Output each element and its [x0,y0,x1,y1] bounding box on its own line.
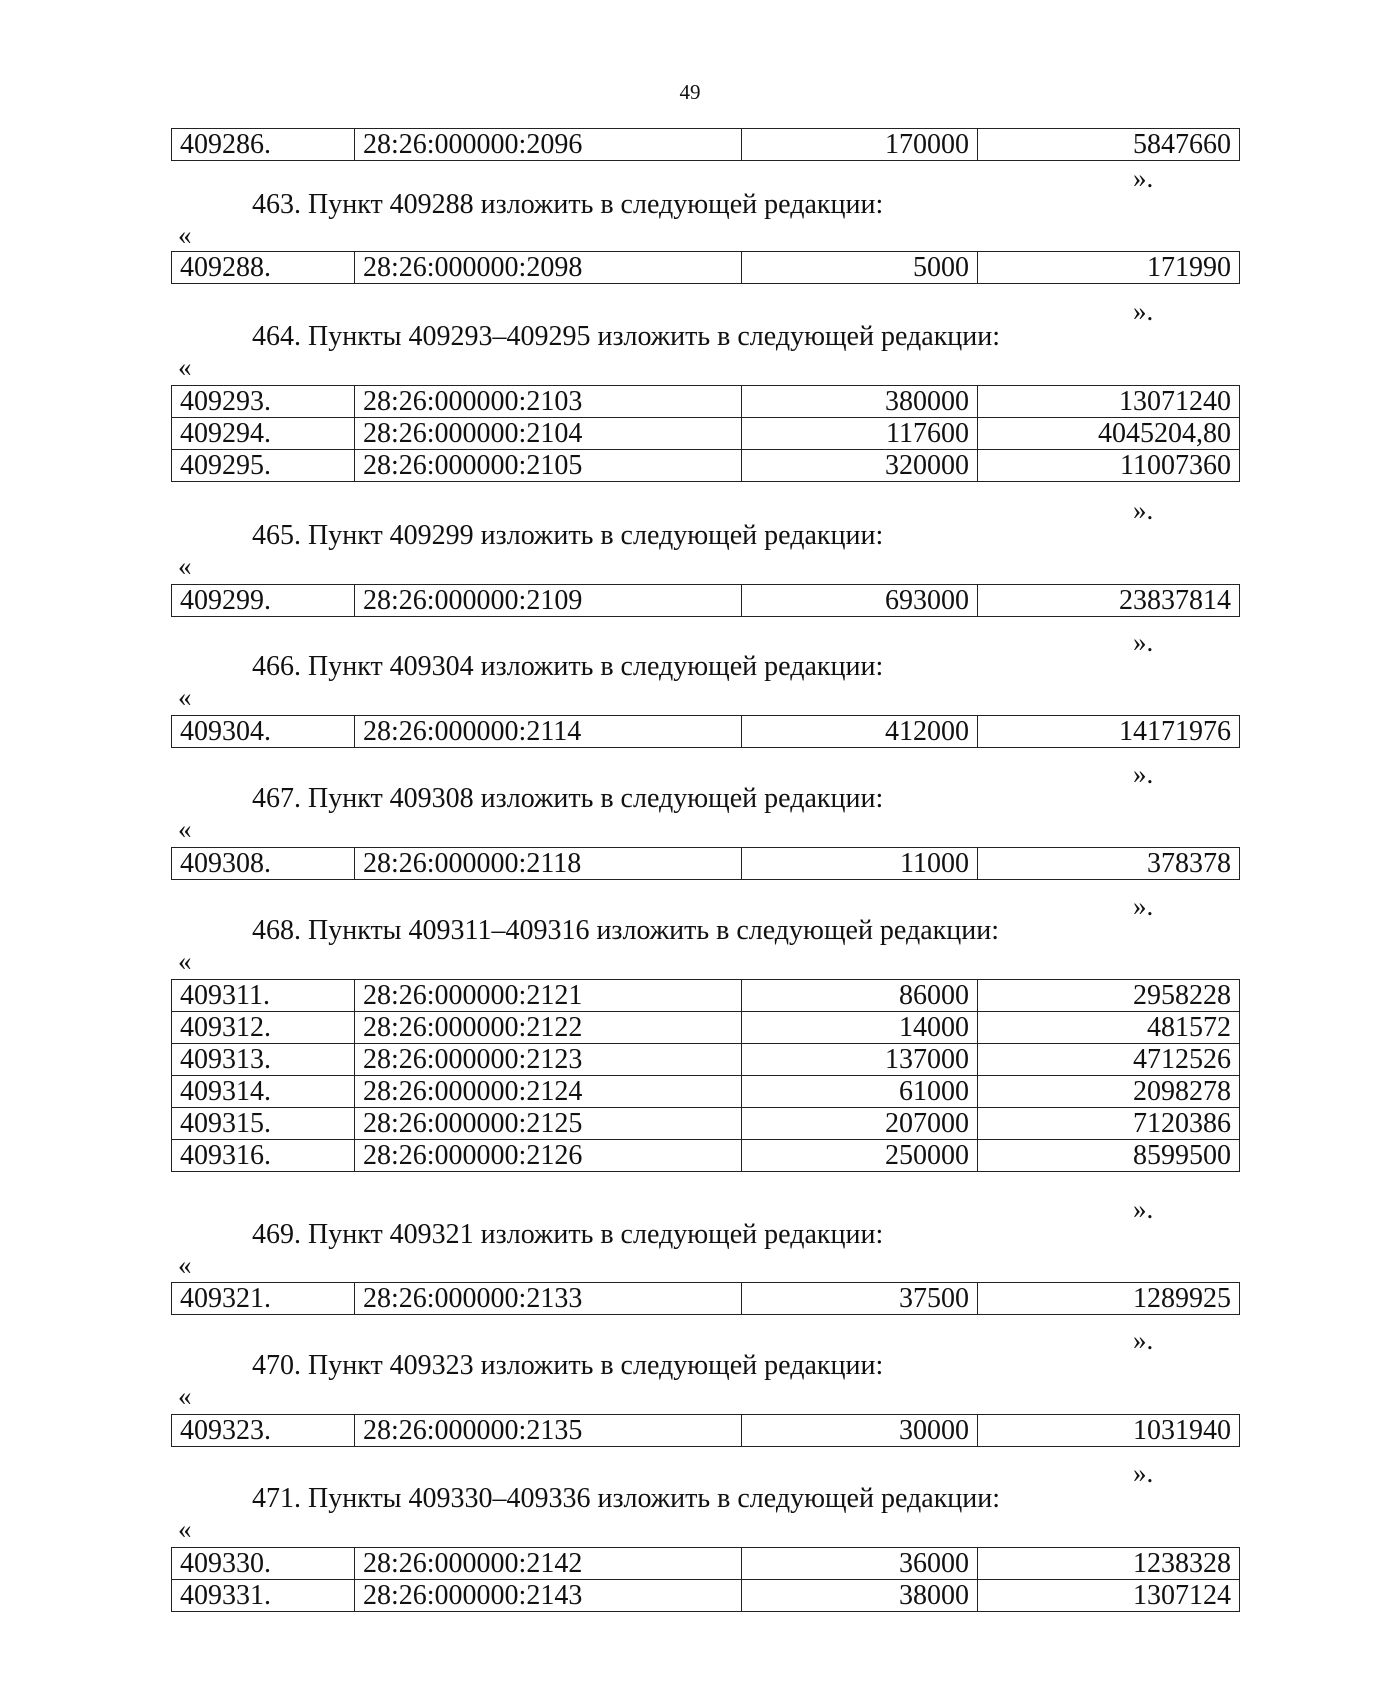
row-number: 409321. [172,1283,355,1315]
area-value: 61000 [742,1076,978,1108]
cost-value: 8599500 [978,1140,1240,1172]
area-value: 14000 [742,1012,978,1044]
opening-quote: « [178,814,192,844]
cost-value: 171990 [978,252,1240,284]
cadastral-number: 28:26:000000:2105 [355,450,742,482]
section-table [171,979,1240,1172]
table-row [172,386,1240,418]
cost-value: 4045204,80 [978,418,1240,450]
table-row [172,980,1240,1012]
row-number: 409299. [172,585,355,617]
row-number: 409316. [172,1140,355,1172]
cadastral-number: 28:26:000000:2135 [355,1415,742,1447]
table-row [172,585,1240,617]
cadastral-number: 28:26:000000:2123 [355,1044,742,1076]
section-table [171,715,1240,748]
cadastral-number: 28:26:000000:2122 [355,1012,742,1044]
table-row [172,1580,1240,1612]
row-number: 409304. [172,716,355,748]
area-value: 380000 [742,386,978,418]
section-table [171,1282,1240,1315]
table-row [172,1548,1240,1580]
cost-value: 4712526 [978,1044,1240,1076]
cadastral-number: 28:26:000000:2143 [355,1580,742,1612]
table-row [172,129,1240,161]
area-value: 86000 [742,980,978,1012]
row-number: 409294. [172,418,355,450]
section-table [171,1414,1240,1447]
area-value: 137000 [742,1044,978,1076]
section-table [171,1547,1240,1612]
area-value: 412000 [742,716,978,748]
cadastral-number: 28:26:000000:2114 [355,716,742,748]
cadastral-number: 28:26:000000:2133 [355,1283,742,1315]
area-value: 207000 [742,1108,978,1140]
opening-quote: « [178,946,192,976]
area-value: 117600 [742,418,978,450]
table-row [172,418,1240,450]
cadastral-number: 28:26:000000:2118 [355,848,742,880]
row-number: 409312. [172,1012,355,1044]
area-value: 320000 [742,450,978,482]
page-number: 49 [679,80,701,104]
cost-value: 13071240 [978,386,1240,418]
closing-quote: ». [1133,1325,1154,1355]
cost-value: 23837814 [978,585,1240,617]
section-heading: 471. Пункты 409330–409336 изложить в следующей редакции: [252,1483,1001,1514]
row-number: 409308. [172,848,355,880]
closing-quote: ». [1133,1194,1154,1224]
section-heading: 469. Пункт 409321 изложить в следующей редакции: [252,1219,884,1250]
closing-quote: ». [1133,891,1154,921]
table-row [172,450,1240,482]
table-row [172,1012,1240,1044]
area-value: 5000 [742,252,978,284]
closing-quote: ». [1133,759,1154,789]
opening-quote: « [178,220,192,250]
section-heading: 467. Пункт 409308 изложить в следующей редакции: [252,783,884,814]
table-row [172,716,1240,748]
opening-quote: « [178,352,192,382]
area-value: 170000 [742,129,978,161]
table-row [172,1044,1240,1076]
cadastral-number: 28:26:000000:2098 [355,252,742,284]
section-table [171,847,1240,880]
row-number: 409315. [172,1108,355,1140]
closing-quote: ». [1133,296,1154,326]
cost-value: 1031940 [978,1415,1240,1447]
closing-quote: ». [1133,1458,1154,1488]
opening-quote: « [178,1250,192,1280]
row-number: 409330. [172,1548,355,1580]
section-heading: 464. Пункты 409293–409295 изложить в следующей редакции: [252,321,1001,352]
cost-value: 1289925 [978,1283,1240,1315]
opening-quote: « [178,1514,192,1544]
table-row [172,1076,1240,1108]
table-row [172,1283,1240,1315]
table-row [172,1415,1240,1447]
area-value: 30000 [742,1415,978,1447]
section-heading: 468. Пункты 409311–409316 изложить в следующей редакции: [252,915,999,946]
opening-quote: « [178,1381,192,1411]
closing-quote: ». [1133,163,1154,193]
section-heading: 470. Пункт 409323 изложить в следующей редакции: [252,1350,884,1381]
cadastral-number: 28:26:000000:2104 [355,418,742,450]
cadastral-number: 28:26:000000:2121 [355,980,742,1012]
table-row [172,848,1240,880]
cost-value: 1307124 [978,1580,1240,1612]
cost-value: 14171976 [978,716,1240,748]
opening-quote: « [178,551,192,581]
area-value: 11000 [742,848,978,880]
table-row [172,1140,1240,1172]
row-number: 409314. [172,1076,355,1108]
cadastral-number: 28:26:000000:2126 [355,1140,742,1172]
intro-table [171,128,1240,161]
cadastral-number: 28:26:000000:2109 [355,585,742,617]
row-number: 409286. [172,129,355,161]
row-number: 409293. [172,386,355,418]
table-row [172,252,1240,284]
area-value: 37500 [742,1283,978,1315]
cadastral-number: 28:26:000000:2103 [355,386,742,418]
row-number: 409323. [172,1415,355,1447]
closing-quote: ». [1133,627,1154,657]
section-heading: 465. Пункт 409299 изложить в следующей редакции: [252,520,884,551]
cadastral-number: 28:26:000000:2142 [355,1548,742,1580]
section-heading: 463. Пункт 409288 изложить в следующей редакции: [252,189,884,220]
area-value: 36000 [742,1548,978,1580]
cadastral-number: 28:26:000000:2096 [355,129,742,161]
cadastral-number: 28:26:000000:2125 [355,1108,742,1140]
row-number: 409313. [172,1044,355,1076]
cost-value: 7120386 [978,1108,1240,1140]
table-row [172,1108,1240,1140]
cost-value: 378378 [978,848,1240,880]
section-table [171,251,1240,284]
section-heading: 466. Пункт 409304 изложить в следующей редакции: [252,651,884,682]
cost-value: 2098278 [978,1076,1240,1108]
cost-value: 1238328 [978,1548,1240,1580]
area-value: 38000 [742,1580,978,1612]
cost-value: 2958228 [978,980,1240,1012]
closing-quote: ». [1133,495,1154,525]
opening-quote: « [178,682,192,712]
area-value: 250000 [742,1140,978,1172]
cost-value: 11007360 [978,450,1240,482]
section-table [171,584,1240,617]
row-number: 409331. [172,1580,355,1612]
cadastral-number: 28:26:000000:2124 [355,1076,742,1108]
cost-value: 5847660 [978,129,1240,161]
cost-value: 481572 [978,1012,1240,1044]
row-number: 409311. [172,980,355,1012]
area-value: 693000 [742,585,978,617]
row-number: 409295. [172,450,355,482]
section-table [171,385,1240,482]
row-number: 409288. [172,252,355,284]
